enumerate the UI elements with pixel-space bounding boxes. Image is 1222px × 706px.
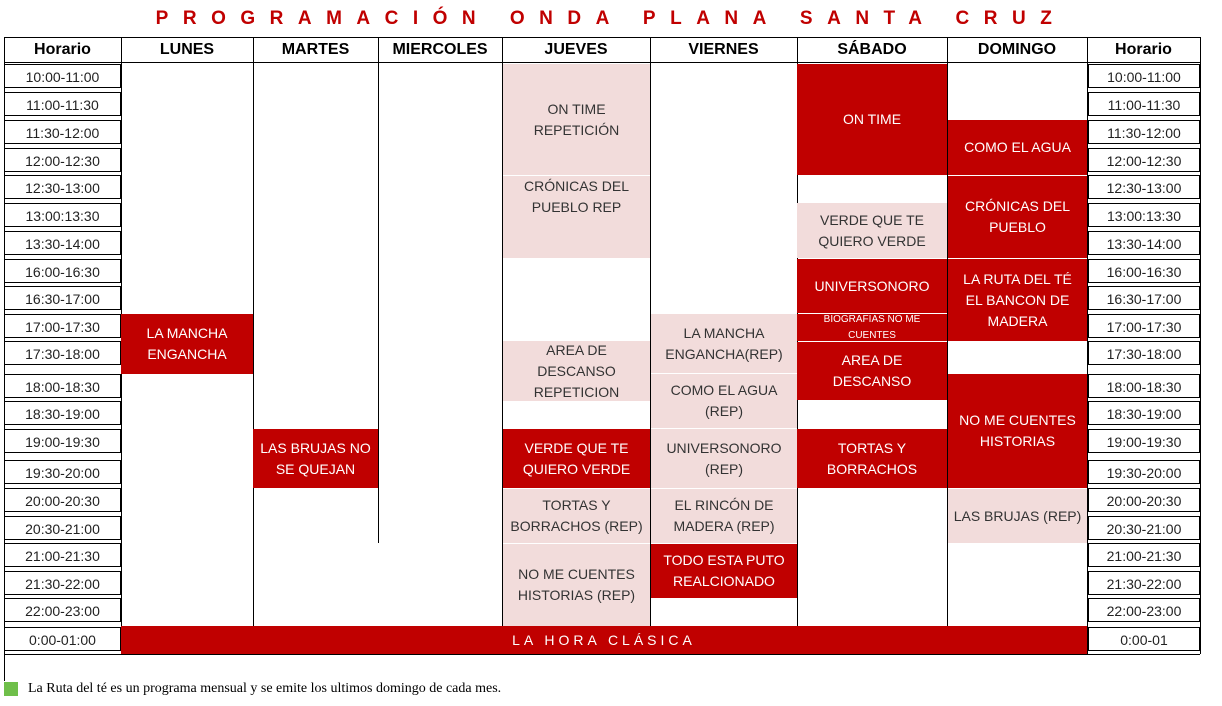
program-sabado-tortas-y-borrachos: TORTAS Y BORRACHOS [797, 429, 947, 488]
program-lunes-la-mancha-engancha: LA MANCHA ENGANCHA [121, 314, 253, 374]
time-cell-left: 12:00-12:30 [4, 148, 121, 172]
time-cell-right: 0:00-01 [1088, 627, 1200, 651]
time-cell-left: 11:00-11:30 [4, 92, 121, 116]
header-horario-left: Horario [34, 41, 91, 58]
time-cell-right: 22:00-23:00 [1088, 598, 1200, 622]
time-cell-left: 20:30-21:00 [4, 516, 121, 540]
program-domingo-las-brujas-rep: LAS BRUJAS (REP) [948, 489, 1087, 543]
time-cell-right: 12:30-13:00 [1088, 175, 1200, 199]
time-cell-right: 10:00-11:00 [1088, 64, 1200, 88]
time-cell-left: 13:00:13:30 [4, 203, 121, 227]
program-viernes-universonoro-rep: UNIVERSONORO (REP) [651, 429, 797, 488]
time-cell-left: 16:00-16:30 [4, 259, 121, 283]
program-jueves-no-me-cuentes-rep: NO ME CUENTES HISTORIAS (REP) [503, 544, 650, 626]
time-cell-right: 12:00-12:30 [1088, 148, 1200, 172]
time-cell-left: 18:30-19:00 [4, 401, 121, 425]
time-cell-left: 17:00-17:30 [4, 314, 121, 338]
program-sabado-biografias: BIOGRAFIAS NO ME CUENTES [797, 314, 947, 341]
program-sabado-on-time: ON TIME [797, 64, 947, 175]
time-cell-left: 19:00-19:30 [4, 429, 121, 453]
time-cell-right: 16:00-16:30 [1088, 259, 1200, 283]
grid-line-miercoles [378, 37, 379, 543]
time-cell-right: 17:30-18:00 [1088, 341, 1200, 365]
time-cell-left: 20:00-20:30 [4, 488, 121, 512]
program-jueves-cronicas-rep: CRÓNICAS DEL PUEBLO REP [503, 176, 650, 258]
header-sabado: SÁBADO [837, 41, 907, 58]
time-cell-left: 22:00-23:00 [4, 598, 121, 622]
time-cell-left: 0:00-01:00 [4, 627, 121, 651]
time-cell-right: 19:30-20:00 [1088, 460, 1200, 484]
time-cell-left: 21:00-21:30 [4, 543, 121, 567]
time-cell-right: 11:00-11:30 [1088, 92, 1200, 116]
time-cell-left: 16:30-17:00 [4, 286, 121, 310]
header-domingo: DOMINGO [977, 41, 1057, 58]
program-jueves-area-descanso-rep: AREA DE DESCANSO REPETICION [503, 341, 650, 401]
time-cell-right: 18:00-18:30 [1088, 374, 1200, 398]
grid-line-right [1200, 37, 1201, 654]
time-cell-right: 19:00-19:30 [1088, 429, 1200, 453]
program-domingo-no-me-cuentes-historias: NO ME CUENTES HISTORIAS [948, 374, 1087, 488]
time-cell-right: 21:00-21:30 [1088, 543, 1200, 567]
program-sabado-verde-que-te-quiero-verde: VERDE QUE TE QUIERO VERDE [797, 203, 947, 258]
time-cell-right: 11:30-12:00 [1088, 120, 1200, 144]
page-title: PROGRAMACIÓN ONDA PLANA SANTA CRUZ [155, 8, 1067, 29]
time-cell-right: 13:30-14:00 [1088, 231, 1200, 255]
program-la-hora-clasica: LA HORA CLÁSICA [121, 626, 1087, 654]
legend-text: La Ruta del té es un programa mensual y se emite los ultimos domingo de cada mes. [28, 681, 502, 696]
legend-green-swatch [4, 682, 18, 696]
header-jueves: JUEVES [544, 41, 608, 58]
time-cell-right: 21:30-22:00 [1088, 571, 1200, 595]
time-cell-right: 16:30-17:00 [1088, 286, 1200, 310]
time-cell-right: 17:00-17:30 [1088, 314, 1200, 338]
program-jueves-on-time-rep: ON TIME REPETICIÓN [503, 64, 650, 175]
program-viernes-todo-esta-relacionado: TODO ESTA PUTO REALCIONADO [651, 544, 797, 598]
time-cell-right: 18:30-19:00 [1088, 401, 1200, 425]
time-cell-right: 13:00:13:30 [1088, 203, 1200, 227]
program-domingo-cronicas-del-pueblo: CRÓNICAS DEL PUEBLO [948, 176, 1087, 258]
header-martes: MARTES [281, 41, 350, 58]
table-bottom-line [4, 654, 1200, 655]
time-cell-left: 13:30-14:00 [4, 231, 121, 255]
program-viernes-como-el-agua-rep: COMO EL AGUA (REP) [651, 374, 797, 428]
program-viernes-el-rincon-rep: EL RINCÓN DE MADERA (REP) [651, 489, 797, 543]
time-cell-left: 11:30-12:00 [4, 120, 121, 144]
time-cell-right: 20:30-21:00 [1088, 516, 1200, 540]
header-viernes: VIERNES [688, 41, 759, 58]
time-cell-left: 17:30-18:00 [4, 341, 121, 365]
header-top-line [4, 37, 1200, 38]
time-cell-left: 10:00-11:00 [4, 64, 121, 88]
time-cell-left: 12:30-13:00 [4, 175, 121, 199]
legend-note [4, 681, 501, 697]
program-jueves-tortas-rep: TORTAS Y BORRACHOS (REP) [503, 489, 650, 543]
header-lunes: LUNES [159, 41, 215, 58]
time-cell-left: 18:00-18:30 [4, 374, 121, 398]
program-martes-las-brujas-no-se-quejan: LAS BRUJAS NO SE QUEJAN [253, 429, 378, 488]
time-cell-left: 19:30-20:00 [4, 460, 121, 484]
program-jueves-verde-que-te-quiero-verde: VERDE QUE TE QUIERO VERDE [503, 429, 650, 488]
program-domingo-como-el-agua: COMO EL AGUA [948, 120, 1087, 175]
program-sabado-area-de-descanso: AREA DE DESCANSO [797, 342, 947, 400]
time-cell-right: 20:00-20:30 [1088, 488, 1200, 512]
program-viernes-la-mancha-rep: LA MANCHA ENGANCHA(REP) [651, 314, 797, 373]
program-domingo-la-ruta-del-te: LA RUTA DEL TÉ EL BANCON DE MADERA [948, 259, 1087, 341]
grid-line-martes [253, 37, 254, 626]
program-sabado-universonoro: UNIVERSONORO [797, 259, 947, 313]
header-horario-right: Horario [1115, 41, 1172, 58]
header-bottom-line [4, 62, 1200, 63]
time-cell-left: 21:30-22:00 [4, 571, 121, 595]
header-miercoles: MIERCOLES [392, 41, 488, 58]
